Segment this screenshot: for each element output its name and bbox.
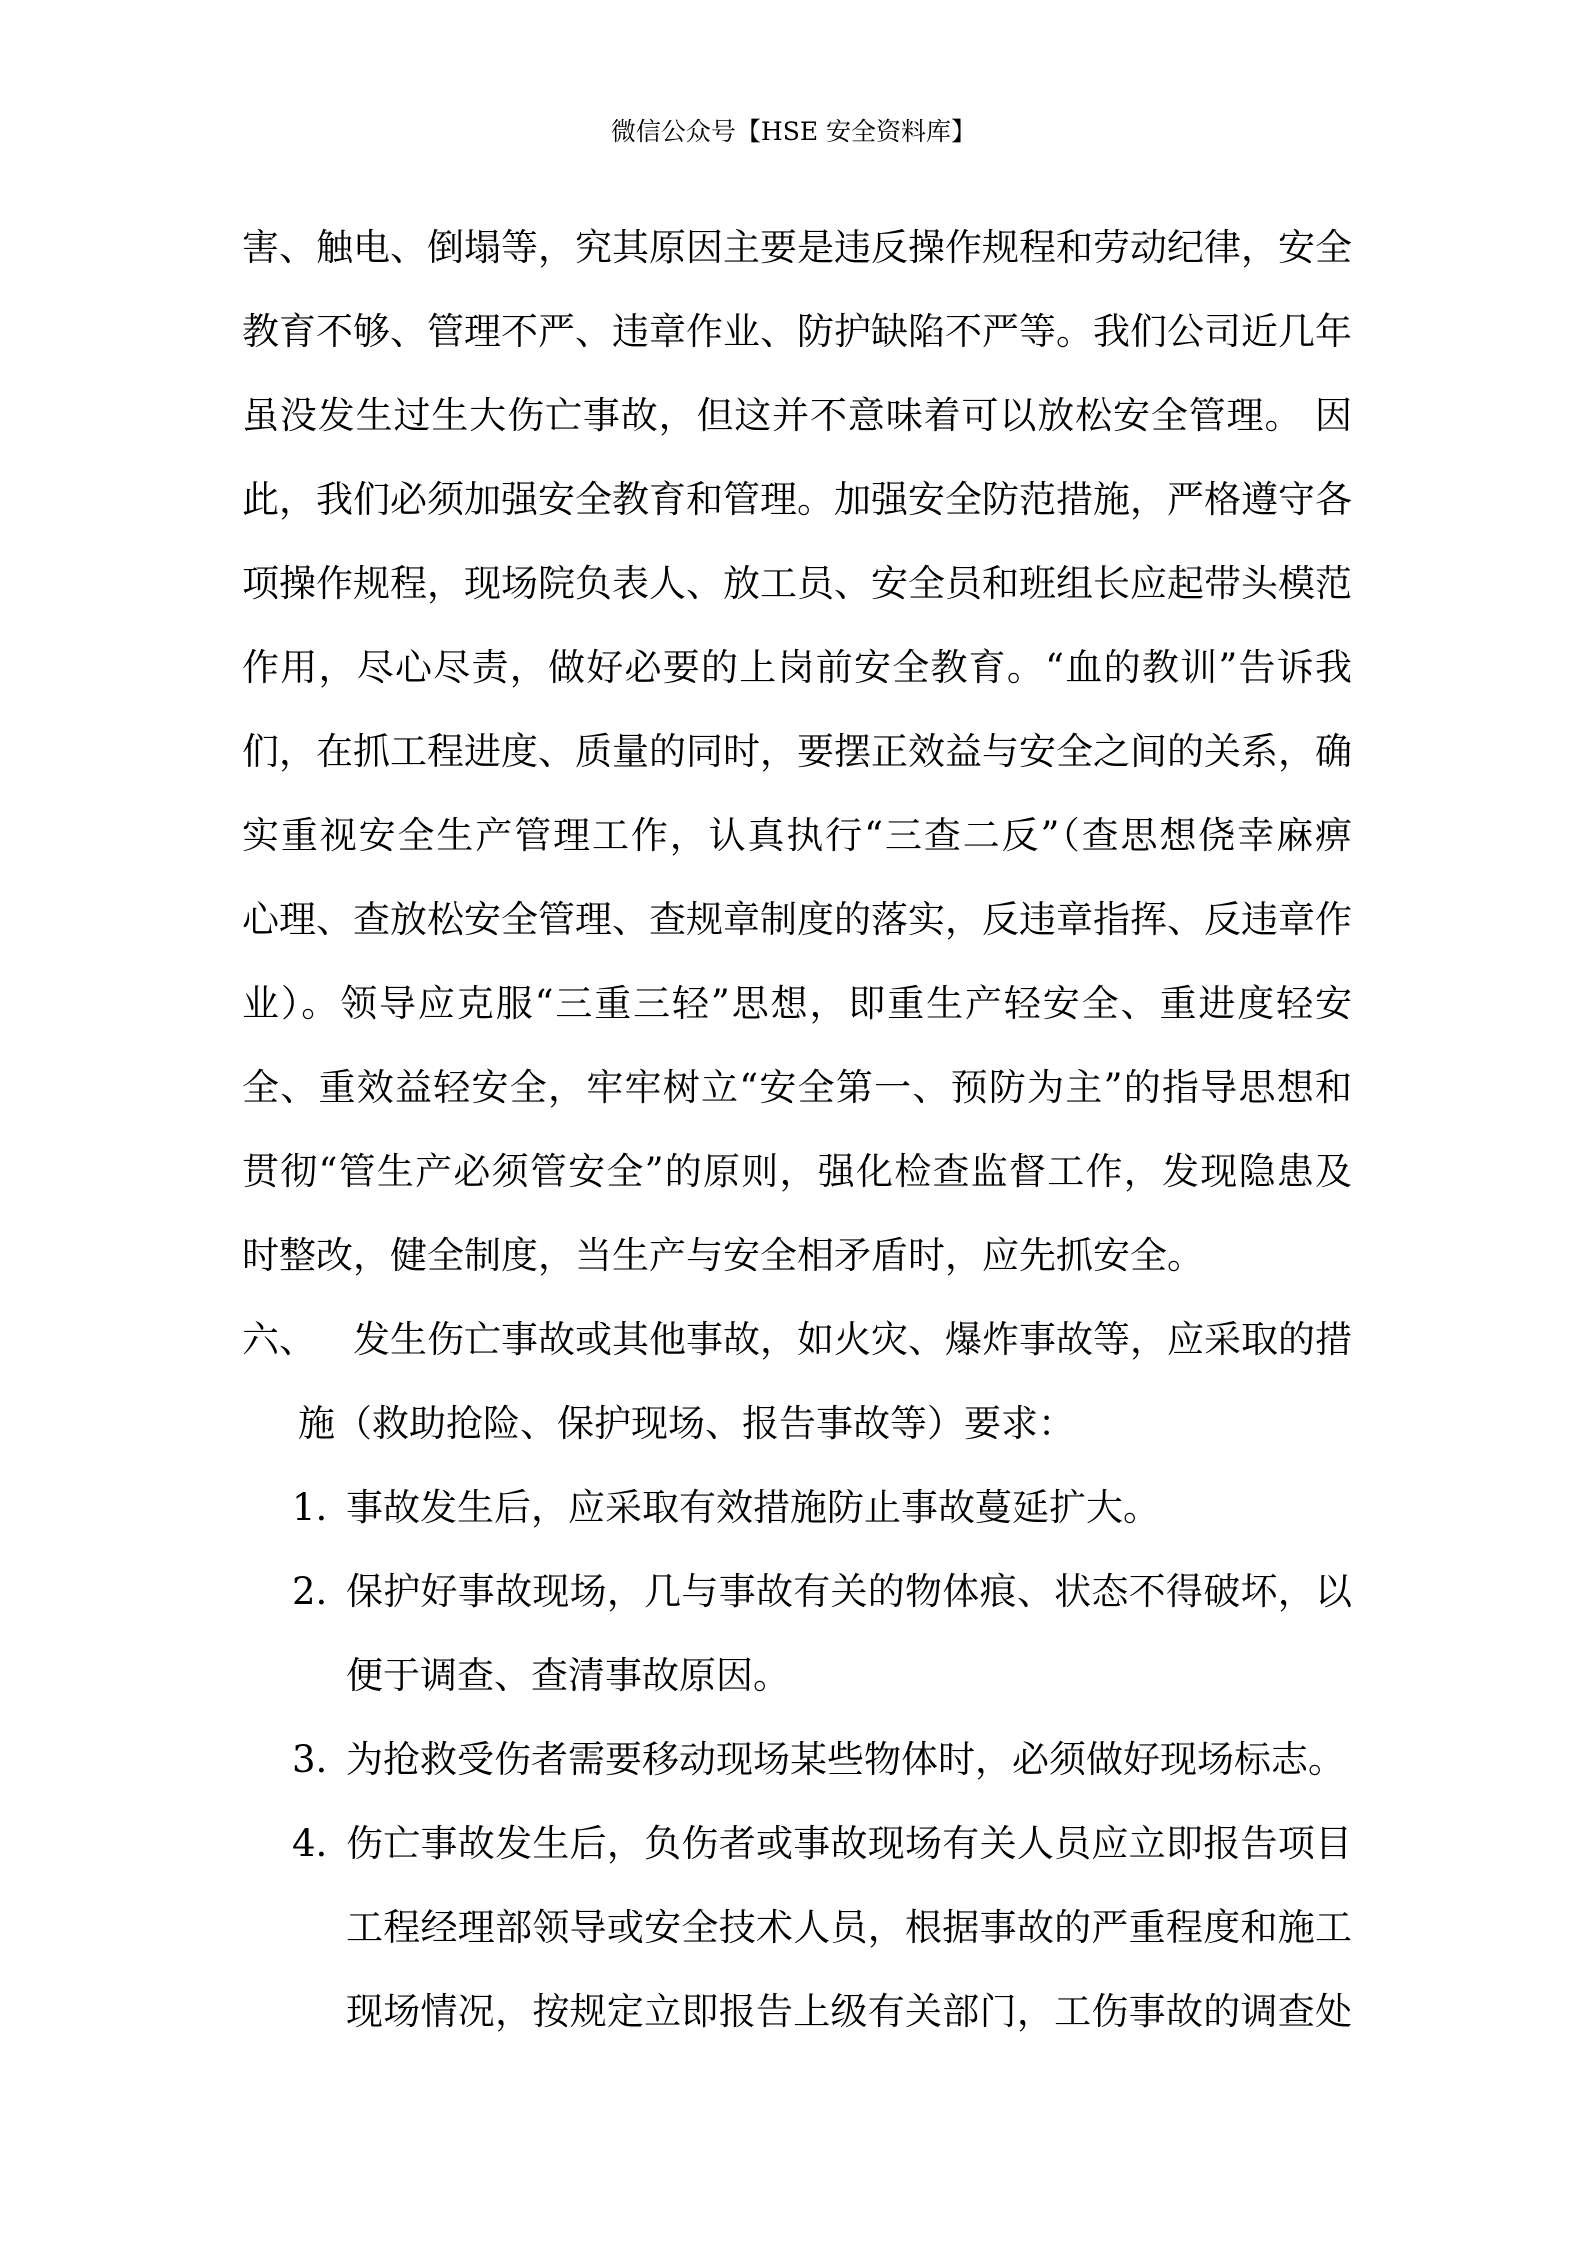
paragraph-line: 时整改，健全制度，当生产与安全相矛盾时，应先抓安全。 xyxy=(242,1234,1204,1277)
list-item xyxy=(242,1550,1352,1718)
page-header: 微信公众号【HSE 安全资料库】 xyxy=(610,117,977,146)
document-body xyxy=(242,206,1352,2054)
paragraph-line: 虽没发生过生大伤亡事故，但这并不意味着可以放松安全管理。 因 xyxy=(242,394,1352,437)
paragraph-line: 们，在抓工程进度、质量的同时，要摆正效益与安全之间的关系，确 xyxy=(242,730,1352,773)
list-item-number: 1. xyxy=(292,1486,328,1529)
list-item xyxy=(242,1802,1352,2054)
paragraph-line: 教育不够、管理不严、违章作业、防护缺陷不严等。我们公司近几年 xyxy=(242,310,1352,353)
paragraph-line: 全、重效益轻安全，牢牢树立“安全第一、预防为主”的指导思想和 xyxy=(242,1066,1352,1109)
section-number: 六、 xyxy=(242,1318,316,1361)
list-item-text: 为抢救受伤者需要移动现场某些物体时，必须做好现场标志。 xyxy=(346,1738,1345,1781)
list-item-text: 工程经理部领导或安全技术人员，根据事故的严重程度和施工 xyxy=(346,1906,1352,1949)
list-item-text: 保护好事故现场，几与事故有关的物体痕、状态不得破坏，以 xyxy=(346,1570,1352,1613)
list-item-text: 现场情况，按规定立即报告上级有关部门，工伤事故的调查处 xyxy=(346,1990,1352,2033)
section-title-continuation: 施（救助抢险、保护现场、报告事故等）要求： xyxy=(298,1402,1075,1445)
paragraph-line: 害、触电、倒塌等，究其原因主要是违反操作规程和劳动纪律，安全 xyxy=(242,226,1352,269)
paragraph-line: 业）。领导应克服“三重三轻”思想，即重生产轻安全、重进度轻安 xyxy=(242,982,1352,1025)
paragraph-line: 作用，尽心尽责，做好必要的上岗前安全教育。“血的教训”告诉我 xyxy=(242,646,1352,689)
paragraph-line: 实重视安全生产管理工作，认真执行“三查二反”（查思想侥幸麻痹 xyxy=(242,814,1352,857)
list-item-text: 事故发生后，应采取有效措施防止事故蔓延扩大。 xyxy=(346,1486,1160,1529)
section-title-line: 发生伤亡事故或其他事故，如火灾、爆炸事故等，应采取的措 xyxy=(353,1318,1352,1361)
list-item-number: 2. xyxy=(292,1570,328,1613)
list-item-text: 伤亡事故发生后，负伤者或事故现场有关人员应立即报告项目 xyxy=(346,1822,1352,1865)
requirements-list xyxy=(242,1466,1352,2054)
list-item-text: 便于调查、查清事故原因。 xyxy=(346,1654,790,1697)
paragraph-line: 心理、查放松安全管理、查规章制度的落实，反违章指挥、反违章作 xyxy=(242,898,1352,941)
paragraph-line: 贯彻“管生产必须管安全”的原则，强化检查监督工作，发现隐患及 xyxy=(242,1150,1352,1193)
body-paragraph xyxy=(242,206,1352,1298)
section-heading xyxy=(242,1298,1352,1466)
list-item xyxy=(242,1718,1352,1802)
list-item xyxy=(242,1466,1352,1550)
list-item-number: 3. xyxy=(292,1738,328,1781)
list-item-number: 4. xyxy=(292,1822,328,1865)
paragraph-line: 项操作规程，现场院负表人、放工员、安全员和班组长应起带头模范 xyxy=(242,562,1352,605)
paragraph-line: 此，我们必须加强安全教育和管理。加强安全防范措施，严格遵守各 xyxy=(242,478,1352,521)
